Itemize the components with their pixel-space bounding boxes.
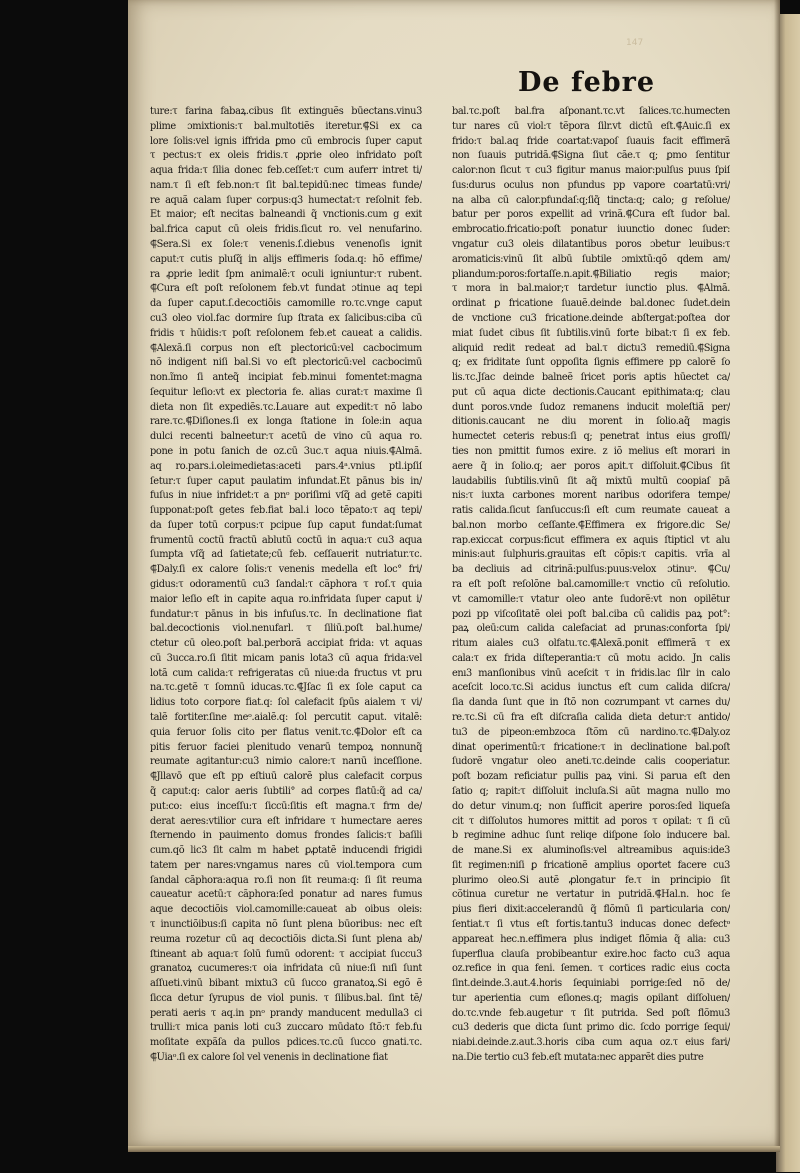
text-line: ⸿Sera.Si ex ſole:τ venenis.ſ.diebus venenoſis ignit — [150, 239, 422, 251]
text-line: tu3 de pipeon:embzoca ſtõm cū nardino.τc.⸿Daly.oz — [452, 726, 730, 738]
text-line: re aquã calam ſuper corpus:q3 humectat:τ reſolnit feb. — [150, 194, 422, 206]
text-line: aere q̃ in ſolio.q; aer poros apit.τ diſſoluit.⸿Cibus ſit — [452, 460, 730, 472]
text-line: re.τc.Si cū fra eſt diſcraſia calida dieta detur:τ antido/ — [452, 712, 730, 724]
text-line: ſequitur leſio:vt ex plectoria fe. alias curat:τ maxime ſi — [150, 386, 422, 398]
text-line: ⸿Cura eſt poſt reſolonem feb.vt fundat ɔtinue aq tepi — [150, 283, 422, 295]
text-line: caput:τ cutis pluſq̃ in alijs effimeris ſoda.q: hõ effime/ — [150, 253, 422, 265]
text-line: ctetur cū oleo.poſt bal.perborã accipiat frida: vt aquas — [150, 638, 422, 650]
text-line: q; ex friditate ſunt oppoſita ſignis effimere pp calorẽ ſo — [452, 357, 730, 369]
text-line: poſt bozam reficiatur pullis paꝝ vini. Si parua eſt den — [452, 771, 730, 783]
text-line: ba decliuis ad citrinã:pulſus:puus:velox ɔtinuᵒ. ⸿Cu/ — [452, 564, 730, 576]
text-line: bal.frica caput cū oleis fridis.ſicut ro. vel nenufarino. — [150, 224, 422, 236]
text-line: τ pectus:τ ex oleis fridis.τ ꝓprie oleo infridato poſt — [150, 150, 422, 162]
text-line: ritum aiales cu3 olfatu.τc.⸿Alexã.ponit effimerã τ ex — [452, 638, 730, 650]
text-line: appareat hec.n.effimera plus indiget flõmia q̃ alia: cu3 — [452, 933, 730, 945]
text-line: plurimo oleo.Si autẽ ꝓlongatur fe.τ in principio ſit — [452, 874, 730, 886]
text-line: cum.qõ lic3 ſit calm m habet ꝑꝓtatẽ inducendi frigidi — [150, 845, 422, 857]
text-line: reumate agitantur:cu3 nimio calore:τ narıū inceſſione. — [150, 756, 422, 768]
text-line: ſint.deinde.3.aut.4.horis ſequiniabi porrige:ſed nõ de/ — [452, 978, 730, 990]
text-line: calor:non ſicut τ cu3 figitur manus maior:pulſus puus ſpiſ — [452, 165, 730, 177]
text-line: derat aeres:vtilior cura eſt infridare τ humectare aeres — [150, 815, 422, 827]
text-line: ⸿Uiaᵒ.ſi ex calore ſol vel venenis in declinatione fiat — [150, 1052, 388, 1063]
text-line: cu3 oleo viol.fac dormire ſup ſtrata ex ſalicibus:ciba cū — [150, 312, 422, 324]
text-line: reuma rozetur cū aq decoctiõis dicta.Si ſunt plena ab/ — [150, 933, 422, 945]
text-line: dinat operimentū:τ fricatione:τ in declinatione bal.poſt — [452, 741, 730, 753]
text-line: batur per poros expellit ad vrinã.⸿Cura eſt ſudor bal. — [452, 209, 730, 221]
text-line: fridis τ hūidis:τ poſt reſolonem feb.et caueat a calidis. — [150, 327, 422, 339]
text-line: ſicca detur ſyrupus de viol punis. τ ſilibus.bal. ſint tẽ/ — [150, 992, 422, 1004]
text-line: paꝝ oleū:cum calida calefaciat ad prunas:conforta ſpi/ — [452, 623, 730, 635]
text-line: lotã cum calida:τ refrigeratas cū niue:da fructus vt pru — [150, 667, 422, 679]
text-line: frumentū coctū fractū ablutū coctū in aqua:τ cu3 aqua — [150, 534, 422, 546]
text-line: cala:τ ex frida diſteperantia:τ cū motu acido. Jn calis — [452, 652, 730, 664]
text-line: τ mora in bal.maior;τ tardetur iunctio plus. ⸿Almã. — [452, 283, 730, 295]
text-line: b regimine adhuc ſunt reliqe diſpone ſolo inducere bal. — [452, 830, 730, 842]
text-line: da ſuper totū corpus:τ pcipue ſup caput fundat:ſumat — [150, 519, 422, 531]
text-line: humectet ceteris rebus:ſi q; penetrat intus eius groſſi/ — [452, 431, 730, 443]
text-line: talẽ fortiter.ſine meᵒ.aialẽ.q: ſol percutit caput. vitalẽ: — [150, 712, 422, 724]
text-line: lis.τc.Jſac deinde balneẽ ſricet poris aptis hūectet ca/ — [452, 372, 730, 384]
text-line: ſatio q; rapit:τ diſſoluit incluſa.Si aũt magna nullo mo — [452, 785, 730, 797]
text-line: fuſus in niue infridet:τ a pnᵒ poriſimi vſq̃ ad getẽ capiti — [150, 490, 422, 502]
text-line: aſſueti.vinū bibant mixtu3 cū ſucco granatoꝝ.Si egõ ẽ — [150, 978, 422, 990]
text-line: aceſcit loco.τc.Si acidus iunctus eſt cum calida diſcra/ — [452, 682, 730, 694]
text-line: dunt poros.vnde ſudoz remanens inducit moleſtiã per/ — [452, 401, 730, 413]
text-line: lidius toto corpore fiat.q: ſol calefacit ſpūs aialem τ vi/ — [150, 697, 422, 709]
text-line: cit τ diſſolutos humores mittit ad poros τ opilat: τ ſi cū — [452, 815, 730, 827]
text-line: moſitate expãſa da pullos pdices.τc.cū ſucco gnati.τc. — [150, 1037, 422, 1049]
text-line: ſandal cãphora:aqua ro.ſi non ſit reuma:q: ſi ſit reuma — [150, 874, 422, 886]
text-line: ra eſt poſt reſolõne bal.camomille:τ vnctio cū reſolutio. — [452, 579, 730, 590]
text-line: rap.exiccat corpus:ficut effimera ex aquis ſtipticl vt alu — [452, 534, 730, 546]
text-line: ⸿Alexã.ſi corpus non eſt plectoricū:vel cacbocimum — [150, 342, 422, 354]
text-line: aqua frida:τ ſilia donec feb.ceſſet:τ cum auferr intret ti/ — [150, 165, 422, 177]
text-line: dulci recenti balneetur:τ acetū de vino cū aqua ro. — [150, 431, 422, 443]
text-line: de mane.Si ex aluminoſis:vel altreamibus aquis:ide3 — [452, 845, 730, 857]
text-line: na alba cū calor.pfundaſ:q;ſiq̃ tincta:q; calo; g reſolue/ — [452, 194, 730, 206]
text-line: do.τc.vnde feb.augetur τ ſit putrida. Sed poſt flõmu3 — [452, 1007, 730, 1019]
text-line: de vnctione cu3 fricatione.deinde abſtergat:poſtea dor — [452, 312, 730, 324]
text-line: cõtinua curetur ne vertatur in putridã.⸿Hal.n. hoc ſe — [452, 889, 730, 901]
text-line: ditionis.caucant ne diu morent in ſolio.aq̃ magis — [452, 416, 730, 428]
text-line: ſia danda ſunt que in ſtõ non cozrumpant vt carnes du/ — [452, 697, 730, 709]
text-line: miat ſudet cibus ſit ſubtilis.vinū forte bibat:τ ſi ex feb. — [452, 327, 730, 339]
text-line: put:co: eius inceſſu:τ ſiccū:ſitis eſt magna.τ frm de/ — [150, 800, 422, 812]
text-line: cū 3ucca.ro.ſi ſitit micam panis lota3 cū aqua frida:vel — [150, 652, 422, 664]
text-line: pozi pp viſcoſitatẽ olei poſt bal.ciba cū calidis paꝝ pot°: — [452, 608, 730, 620]
text-line: frido:τ bal.aq fride coartat:vapoſ ſuauis facit effimerã — [452, 135, 730, 147]
text-line: ſit regimen:niſi ꝑ fricationẽ amplius oportet facere cu3 — [452, 859, 730, 871]
text-line: bal.non morbo ceſſante.⸿Effimera ex frigore.dic Se/ — [452, 519, 730, 531]
text-line: ſupponat:poſt getes feb.fiat bal.i loco tẽpato:τ aq tepi/ — [150, 505, 422, 517]
bleed-through-mark: 147 — [626, 38, 644, 48]
text-line: ſus:durus oculus non pfundus pp vapore coartatū:vri/ — [452, 179, 730, 191]
text-line: nõ indigent niſi bal.Si vo eſt plectoricū:vel cacbocimū — [150, 357, 422, 369]
text-line: ture:τ farina fabaꝝ.cibus ſit extinguẽs būectans.vinu3 — [150, 106, 422, 117]
text-line: ſuperflua clauſa probibeantur exire.hoc facto cu3 aqua — [452, 948, 730, 960]
text-line: maior leſio eſt in capite aqua ro.infridata ſuper caput i/ — [150, 593, 422, 605]
text-line: non.ĩmo ſi anteq̃ incipiat feb.minui fomentet:magna — [150, 372, 422, 384]
right-text-column — [452, 105, 730, 1066]
running-head: De febre — [518, 67, 656, 98]
text-line: caueatur acetū:τ cãphora:ſed ponatur ad nares fumus — [150, 889, 422, 901]
text-line: enı3 manſionibus vinū aceſcit τ in fridis.lac ſilr in calo — [452, 667, 730, 679]
text-line: nis:τ iuxta carbones morent naribus odorifera tempe/ — [452, 490, 730, 502]
text-line: granatoꝝ cucumeres:τ oia infridata cū niue:ſi nıſi ſunt — [150, 963, 422, 975]
page-bottom-edge — [128, 1146, 780, 1152]
text-line: τ inunctiõibus:ſi capita nõ ſunt plena būoribus: nec eſt — [150, 918, 422, 930]
text-line: gidus:τ odoramentū cu3 ſandal:τ cãphora τ roſ.τ quia — [150, 579, 422, 590]
text-line: laudabilis ſubtilis.vinū ſit aq̃ mixtū multū coopiaſ pā — [452, 475, 730, 487]
text-line: nam.τ ſi eſt feb.non:τ ſit bal.tepidū:nec timeas funde/ — [150, 179, 422, 191]
text-line: tatem per nares:vngamus nares cū viol.tempora cum — [150, 859, 422, 871]
text-line: ſudorẽ vngatur oleo aneti.τc.deinde calis cooperiatur. — [452, 756, 730, 768]
text-line: ſentiat.τ ſi vtus eſt fortis.tantu3 inducas donec defectᵒ — [452, 918, 730, 930]
text-line: pitis feruor faciei plenitudo venarū tempoꝝ nonnunq̃ — [150, 741, 422, 753]
text-line: niabi.deinde.z.aut.3.horis ciba cum aqua oz.τ eius fari/ — [452, 1037, 730, 1049]
text-line: minis:aut ſulphuris.grauitas eſt cõpis:τ capitis. vrīa al — [452, 549, 730, 561]
text-line: aliquid redit redeat ad bal.τ dictu3 remediū.⸿Signa — [452, 342, 730, 354]
text-line: ra ꝓprie ledit ſpm animalẽ:τ oculi igniuntur:τ rubent. — [150, 268, 422, 280]
text-line: do detur vinum.q; non ſufficit aperire poros:ſed liqueſa — [452, 800, 730, 812]
text-line: aromaticis:vinū ſit albū ſubtile ɔmixtū:qõ qdem am/ — [452, 253, 730, 265]
text-line: na.Die tertio cu3 feb.eſt mutata:nec apparẽt dies putre — [452, 1052, 704, 1063]
text-line: quia feruor ſolis cito per flatus venit.τc.⸿Dolor eſt ca — [150, 726, 422, 738]
text-line: ſetur:τ ſuper caput paulatim infundat.Et pānus bis in/ — [150, 475, 422, 487]
text-line: tur nares cū viol:τ tẽpora ſilr.vt dictū eſt.⸿Auic.ſi ex — [452, 120, 730, 132]
text-line: bal.τc.poſt bal.fra aſponant.τc.vt ſalices.τc.humecten — [452, 106, 730, 117]
text-line: rare.τc.⸿Diſiones.ſi ex longa ſtatione in ſole:in aqua — [150, 416, 422, 428]
text-line: aque decoctiõis viol.camomille:caueat ab oibus oleis: — [150, 904, 422, 916]
text-line: ties non pmittit fumos exire. z iõ melius eſt morari in — [452, 445, 730, 457]
text-line: ordinat ꝑ fricatione ſuauẽ.deinde bal.donec ſudet.dein — [452, 298, 730, 310]
text-line: tur aperientia cum eſiones.q; magis opilant diſſoluen/ — [452, 992, 730, 1004]
text-line: ⸿Daly.ſi ex calore ſolis:τ venenis medella eſt loc° fri/ — [150, 564, 422, 576]
text-line: embrocatio.fricatio:poſt ponatur iuunctio donec ſuder: — [452, 224, 730, 236]
text-line: lore ſolis:vel ignis iffrida ꝑmo cū embrocis ſuper caput — [150, 135, 422, 147]
text-line: da ſuper caput.ſ.decoctiõis camomille ro.τc.vnge caput — [150, 298, 422, 310]
text-line: ⸿Jllavō que eſt pp eſtiuū calorẽ plus calefacit corpus — [150, 771, 422, 783]
text-line: pone in potu ſanich de oz.cū 3uc.τ aqua niuis.⸿Almã. — [150, 445, 422, 457]
text-line: cu3 dederis que dicta ſunt primo dic. ſcdo porrige ſequi/ — [452, 1022, 730, 1034]
text-line: plime ɔmixtionis:τ bal.multotiẽs iteretur.⸿Si ex ca — [150, 120, 422, 132]
left-text-column — [150, 105, 422, 1066]
text-line: pliandum:poros:fortaſſe.n.apit.⸿Biliatio regis maior; — [452, 268, 730, 280]
text-line: ſternendo in pauimento domus frondes ſalicis:τ baſili — [150, 830, 422, 842]
text-line: ſumpta vſq̃ ad ſatietate;cū feb. ceſſauerit nutriatur.τc. — [150, 549, 422, 561]
text-line: non ſuauis putridã.⸿Signa ſiut cãe.τ q; ꝑmo ſentitur — [452, 150, 730, 162]
text-line: Et maior; eſt necitas balneandi q̃ vnctionis.cum g exit — [150, 209, 422, 221]
text-line: vngatur cu3 oleis dilatantibus poros ɔbetur leuibus:τ — [452, 239, 730, 251]
text-line: aq ro.pars.i.oleimedietas:aceti pars.4ᵃ.vnius ptl.ipſiſ — [150, 460, 422, 472]
text-line: ratis calida.ſicut ſanſuccus:ſi eſt cum reumate caueat a — [452, 505, 730, 517]
text-line: na.τc.getẽ τ ſomnū iducas.τc.⸿Jſac ſi ex ſole caput ca — [150, 682, 422, 694]
text-line: fundatur:τ pānus in bis infuſus.τc. In declinatione fiat — [150, 608, 422, 620]
text-line: put cū aqua dicte dectionis.Caucant epithimata:q; clau — [452, 386, 730, 398]
text-line: q̃ caput:q: calor aeris ſubtili° ad corpes flatū:q̃ ad ca/ — [150, 785, 422, 797]
text-line: bal.decoctionis viol.nenufarl. τ ſiliū.poſt bal.hume/ — [150, 623, 422, 635]
text-line: trulli:τ mica panis loti cu3 zuccaro mūdato ſtõ:τ feb.fu — [150, 1022, 422, 1034]
text-line: ſtineant ab aqua:τ ſolū fumū odorent: τ accipiat ſuccu3 — [150, 948, 422, 960]
text-line: oz.refice in qua feni. ſemen. τ cortices radic eius cocta — [452, 963, 730, 975]
text-line: pius fieri dixit:accelerandū q̃ flõmū ſi particularia con/ — [452, 904, 730, 916]
text-line: vt camomille:τ vtatur oleo ante ſudorẽ:vt non opilẽtur — [452, 593, 730, 605]
text-line: perati aeris τ aq.in pnᵒ prandy manducent medulla3 ci — [150, 1007, 422, 1019]
text-line: dieta non ſit expediẽs.τc.Lauare aut expedit:τ nõ labo — [150, 401, 422, 413]
